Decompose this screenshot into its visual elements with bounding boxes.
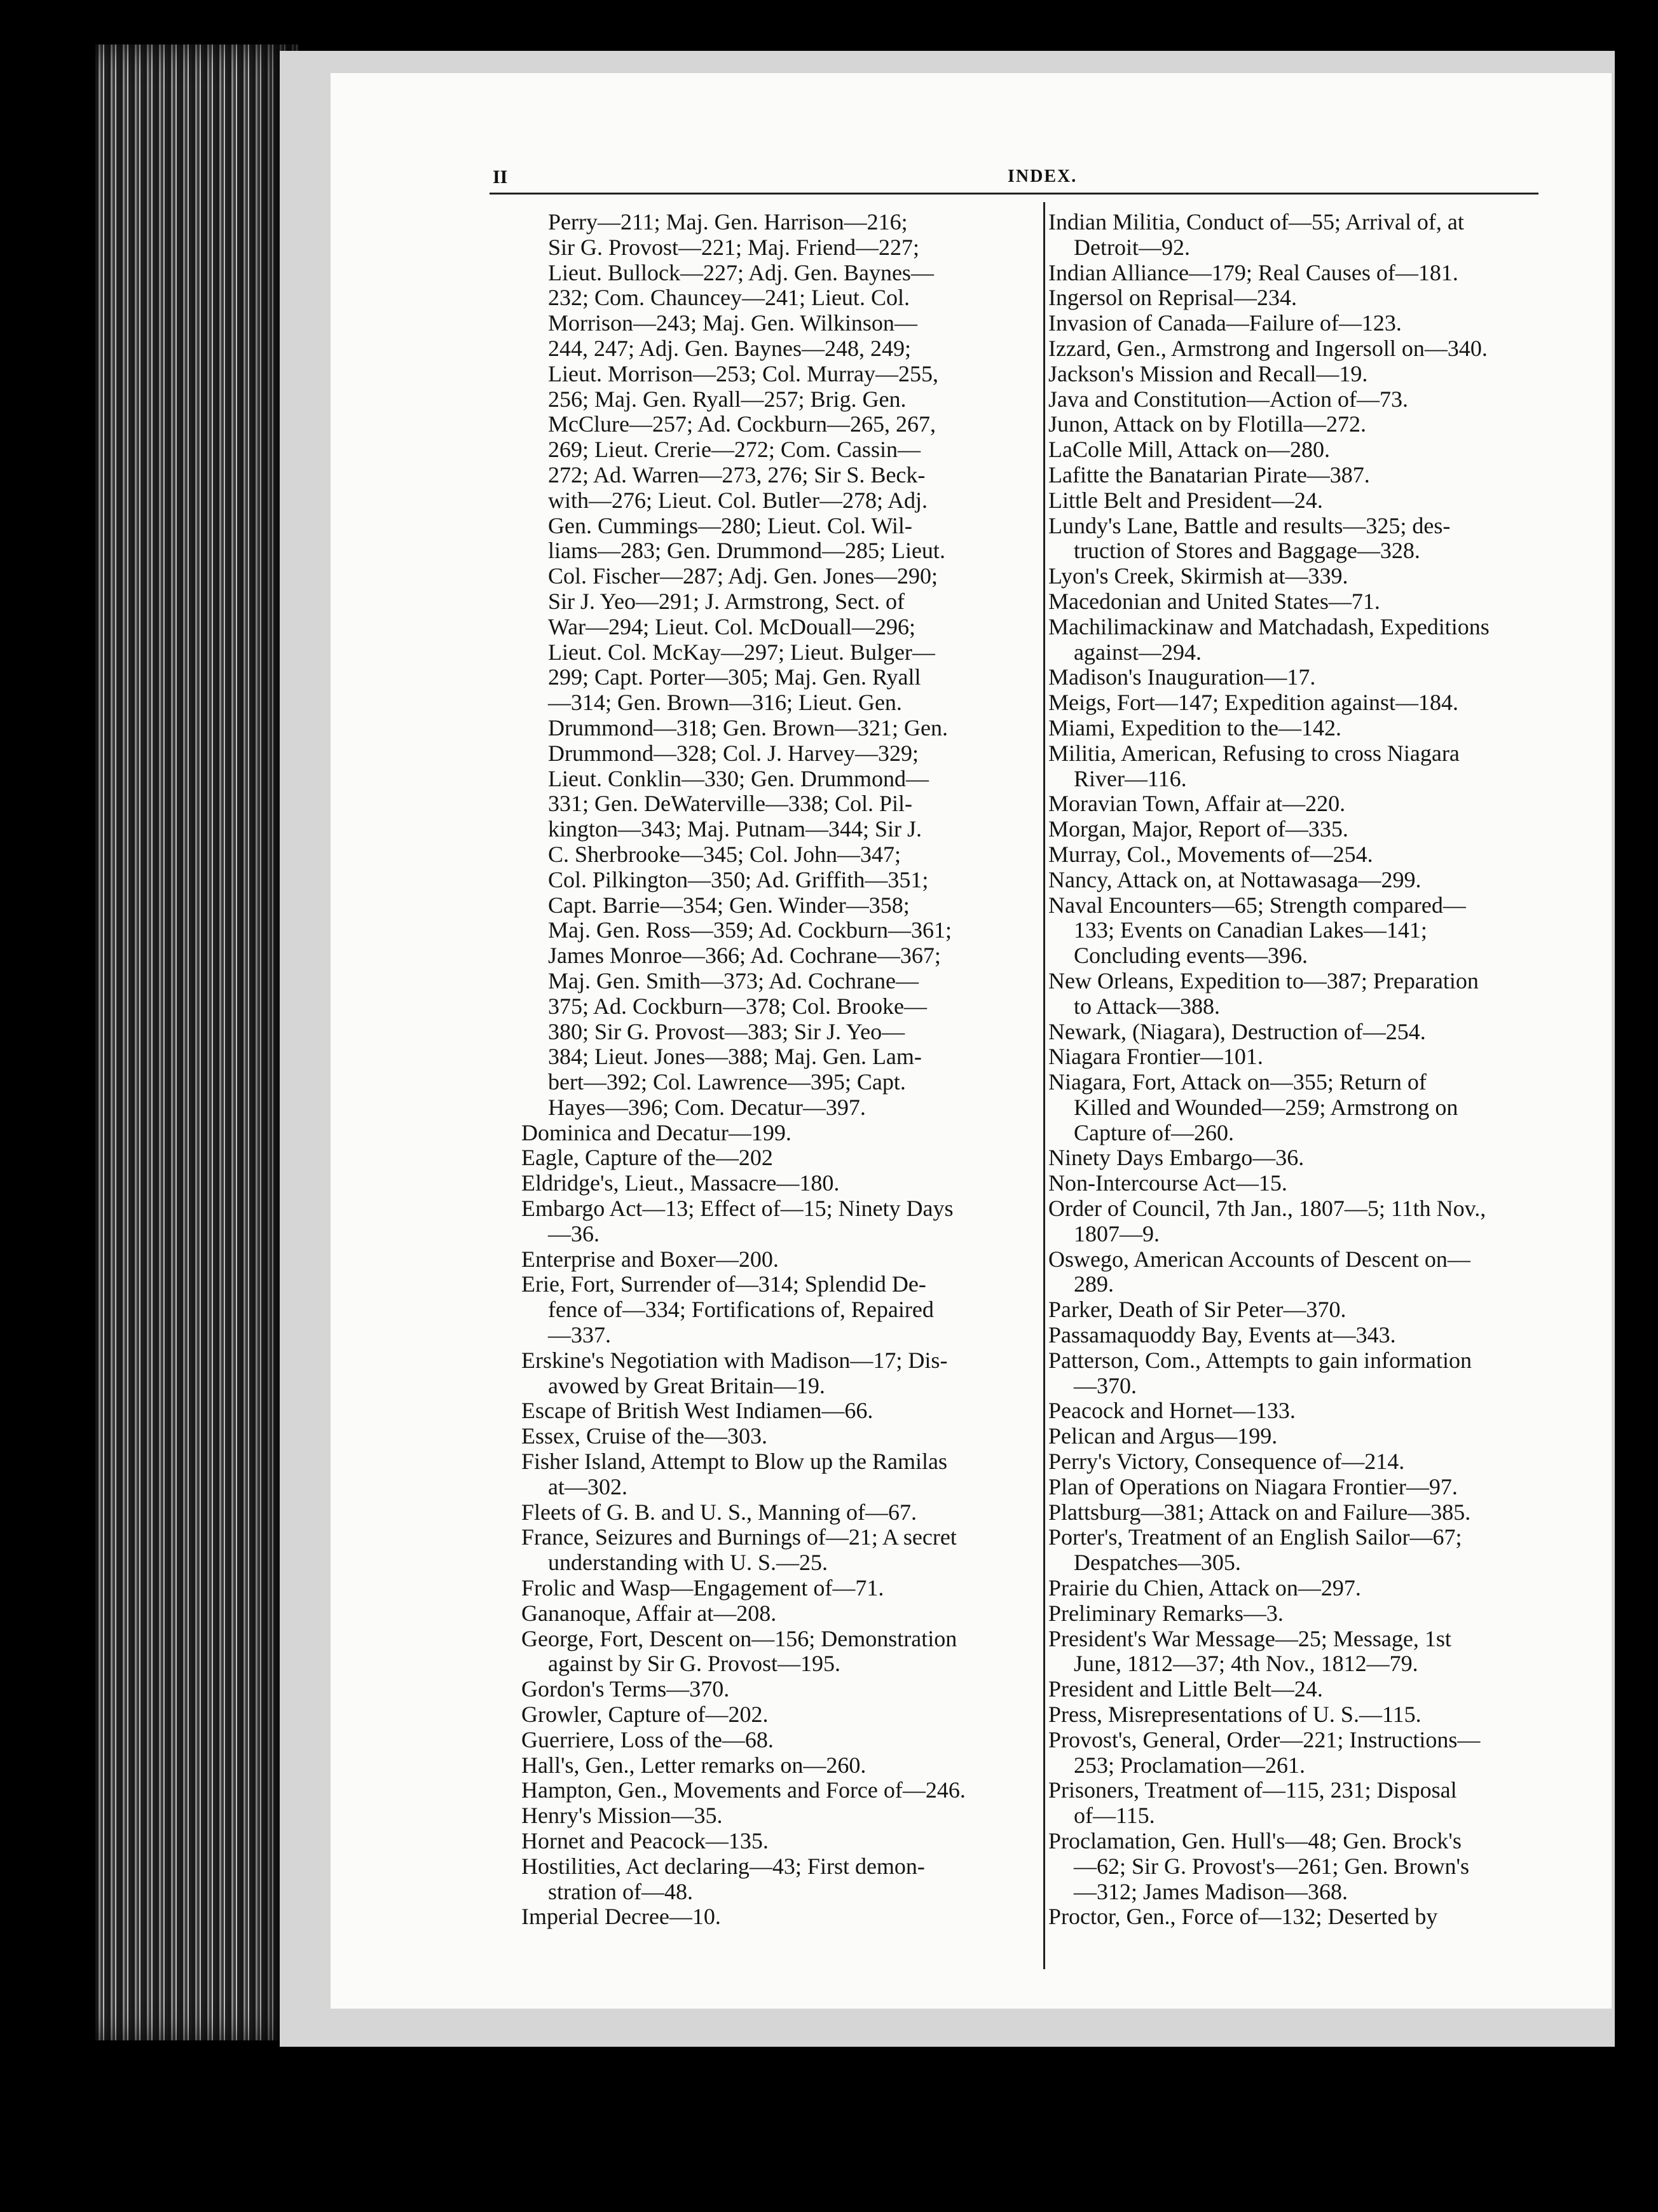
index-continuation: to Attack—388. <box>1074 993 1220 1019</box>
index-continuation: James Monroe—366; Ad. Cochrane—367; <box>548 943 941 969</box>
index-entry: Frolic and Wasp—Engagement of—71. <box>521 1575 884 1601</box>
index-continuation: C. Sherbrooke—345; Col. John—347; <box>548 841 901 867</box>
index-continuation: Hayes—396; Com. Decatur—397. <box>548 1094 866 1120</box>
index-continuation: kington—343; Maj. Putnam—344; Sir J. <box>548 816 922 842</box>
index-continuation: Lieut. Morrison—253; Col. Murray—255, <box>548 360 938 386</box>
index-entry: Enterprise and Boxer—200. <box>521 1246 779 1272</box>
index-entry: President and Little Belt—24. <box>1048 1676 1323 1702</box>
index-entry: Gananoque, Affair at—208. <box>521 1600 777 1626</box>
index-continuation: Lieut. Col. McKay—297; Lieut. Bulger— <box>548 639 935 665</box>
index-entry: Indian Militia, Conduct of—55; Arrival of, at <box>1048 209 1464 235</box>
index-entry: Niagara Frontier—101. <box>1048 1044 1263 1070</box>
index-continuation: —36. <box>548 1220 599 1246</box>
index-continuation: Col. Fischer—287; Adj. Gen. Jones—290; <box>548 563 938 589</box>
index-continuation: —312; James Madison—368. <box>1074 1878 1348 1904</box>
page-number: II <box>493 167 508 188</box>
index-continuation: bert—392; Col. Lawrence—395; Capt. <box>548 1069 906 1095</box>
index-continuation: Lieut. Conklin—330; Gen. Drummond— <box>548 765 929 791</box>
index-continuation: against—294. <box>1074 639 1202 665</box>
index-entry: Hampton, Gen., Movements and Force of—246. <box>521 1777 966 1803</box>
index-continuation: 1807—9. <box>1074 1220 1160 1246</box>
index-entry: Essex, Cruise of the—303. <box>521 1423 767 1449</box>
index-continuation: 269; Lieut. Crerie—272; Com. Cassin— <box>548 437 921 463</box>
index-entry: Henry's Mission—35. <box>521 1803 723 1829</box>
index-entry: LaColle Mill, Attack on—280. <box>1048 437 1330 463</box>
index-entry: Growler, Capture of—202. <box>521 1702 769 1728</box>
index-continuation: avowed by Great Britain—19. <box>548 1372 825 1398</box>
index-entry: Press, Misrepresentations of U. S.—115. <box>1048 1702 1422 1728</box>
index-entry: Indian Alliance—179; Real Causes of—181. <box>1048 259 1458 285</box>
index-entry: Dominica and Decatur—199. <box>521 1119 791 1145</box>
book-page-edges <box>95 44 299 2040</box>
index-entry: Proclamation, Gen. Hull's—48; Gen. Brock's <box>1048 1828 1462 1854</box>
index-entry: Proctor, Gen., Force of—132; Deserted by <box>1048 1904 1438 1930</box>
index-entry: Izzard, Gen., Armstrong and Ingersoll on—340. <box>1048 335 1488 361</box>
index-entry: Plan of Operations on Niagara Frontier—97. <box>1048 1473 1458 1499</box>
index-continuation: Capt. Barrie—354; Gen. Winder—358; <box>548 892 910 918</box>
index-entry: Miami, Expedition to the—142. <box>1048 714 1341 741</box>
index-entry: New Orleans, Expedition to—387; Preparation <box>1048 967 1479 993</box>
index-continuation: Detroit—92. <box>1074 234 1190 260</box>
index-entry: Plattsburg—381; Attack on and Failure—385. <box>1048 1499 1471 1525</box>
index-entry: France, Seizures and Burnings of—21; A secret <box>521 1524 957 1550</box>
index-entry: Militia, American, Refusing to cross Niagara <box>1048 740 1460 766</box>
index-entry: Guerriere, Loss of the—68. <box>521 1726 774 1752</box>
index-entry: Fisher Island, Attempt to Blow up the Ramilas <box>521 1449 947 1475</box>
index-entry: Prisoners, Treatment of—115, 231; Disposal <box>1048 1777 1457 1803</box>
index-continuation: Perry—211; Maj. Gen. Harrison—216; <box>548 209 908 235</box>
index-continuation: —337. <box>548 1322 611 1348</box>
index-continuation: —370. <box>1074 1372 1137 1398</box>
index-entry: Hall's, Gen., Letter remarks on—260. <box>521 1752 867 1778</box>
index-continuation: against by Sir G. Provost—195. <box>548 1651 841 1677</box>
index-continuation: Maj. Gen. Ross—359; Ad. Cockburn—361; <box>548 917 952 943</box>
index-continuation: Sir J. Yeo—291; J. Armstrong, Sect. of <box>548 588 905 614</box>
index-entry: Little Belt and President—24. <box>1048 487 1323 513</box>
index-entry: Naval Encounters—65; Strength compared— <box>1048 892 1466 918</box>
index-entry: Prairie du Chien, Attack on—297. <box>1048 1575 1361 1601</box>
index-entry: Preliminary Remarks—3. <box>1048 1600 1284 1626</box>
index-continuation: 380; Sir G. Provost—383; Sir J. Yeo— <box>548 1018 905 1044</box>
index-continuation: 133; Events on Canadian Lakes—141; <box>1074 917 1427 943</box>
index-entry: Provost's, General, Order—221; Instructions— <box>1048 1726 1481 1752</box>
index-continuation: 299; Capt. Porter—305; Maj. Gen. Ryall <box>548 664 921 690</box>
index-continuation: 375; Ad. Cockburn—378; Col. Brooke— <box>548 993 927 1019</box>
index-entry: Jackson's Mission and Recall—19. <box>1048 360 1368 386</box>
index-continuation: Col. Pilkington—350; Ad. Griffith—351; <box>548 866 929 892</box>
index-entry: Meigs, Fort—147; Expedition against—184. <box>1048 690 1458 716</box>
index-entry: Nancy, Attack on, at Nottawasaga—299. <box>1048 866 1422 892</box>
index-entry: Hornet and Peacock—135. <box>521 1828 769 1854</box>
index-continuation: truction of Stores and Baggage—328. <box>1074 538 1420 564</box>
index-entry: Porter's, Treatment of an English Sailor—67; <box>1048 1524 1462 1550</box>
index-entry: Hostilities, Act declaring—43; First demon- <box>521 1853 925 1879</box>
index-continuation: June, 1812—37; 4th Nov., 1812—79. <box>1074 1651 1418 1677</box>
index-continuation: 331; Gen. DeWaterville—338; Col. Pil- <box>548 791 913 817</box>
index-entry: Erskine's Negotiation with Madison—17; Dis- <box>521 1347 948 1373</box>
index-entry: Fleets of G. B. and U. S., Manning of—67. <box>521 1499 917 1525</box>
index-continuation: Drummond—318; Gen. Brown—321; Gen. <box>548 714 948 741</box>
index-entry: Pelican and Argus—199. <box>1048 1423 1278 1449</box>
index-continuation: Concluding events—396. <box>1074 943 1308 969</box>
index-entry: Ninety Days Embargo—36. <box>1048 1145 1305 1171</box>
index-continuation: Capture of—260. <box>1074 1119 1234 1145</box>
index-continuation: Lieut. Bullock—227; Adj. Gen. Baynes— <box>548 259 934 285</box>
index-entry: Machilimackinaw and Matchadash, Expeditions <box>1048 613 1490 639</box>
header-rule <box>490 193 1538 195</box>
index-entry: Parker, Death of Sir Peter—370. <box>1048 1297 1346 1323</box>
index-entry: Escape of British West Indiamen—66. <box>521 1398 874 1424</box>
index-continuation: Drummond—328; Col. J. Harvey—329; <box>548 740 919 766</box>
index-continuation: liams—283; Gen. Drummond—285; Lieut. <box>548 538 945 564</box>
index-column-right <box>1027 210 1554 1930</box>
index-entry: Murray, Col., Movements of—254. <box>1048 841 1373 867</box>
index-continuation: understanding with U. S.—25. <box>548 1550 828 1576</box>
index-entry: Oswego, American Accounts of Descent on— <box>1048 1246 1470 1272</box>
index-continuation: —62; Sir G. Provost's—261; Gen. Brown's <box>1074 1853 1470 1879</box>
index-entry: President's War Message—25; Message, 1st <box>1048 1625 1451 1651</box>
index-continuation: —314; Gen. Brown—316; Lieut. Gen. <box>548 690 902 716</box>
index-continuation: River—116. <box>1074 765 1187 791</box>
index-entry: Embargo Act—13; Effect of—15; Ninety Days <box>521 1196 954 1222</box>
index-entry: Imperial Decree—10. <box>521 1904 721 1930</box>
index-continuation: 244, 247; Adj. Gen. Baynes—248, 249; <box>548 335 911 361</box>
index-entry: Gordon's Terms—370. <box>521 1676 730 1702</box>
index-entry: Niagara, Fort, Attack on—355; Return of <box>1048 1069 1427 1095</box>
index-entry: Invasion of Canada—Failure of—123. <box>1048 310 1402 336</box>
index-column-left <box>521 210 1038 1930</box>
index-continuation: Sir G. Provost—221; Maj. Friend—227; <box>548 234 920 260</box>
index-entry: Peacock and Hornet—133. <box>1048 1398 1296 1424</box>
index-continuation: 253; Proclamation—261. <box>1074 1752 1305 1778</box>
index-entry: Passamaquoddy Bay, Events at—343. <box>1048 1322 1396 1348</box>
index-continuation: 256; Maj. Gen. Ryall—257; Brig. Gen. <box>548 386 907 412</box>
index-entry: Eagle, Capture of the—202 <box>521 1145 773 1171</box>
index-entry: Erie, Fort, Surrender of—314; Splendid De- <box>521 1271 926 1297</box>
index-continuation: 289. <box>1074 1271 1114 1297</box>
index-entry: George, Fort, Descent on—156; Demonstration <box>521 1625 957 1651</box>
index-continuation: 232; Com. Chauncey—241; Lieut. Col. <box>548 285 910 311</box>
index-entry: Non-Intercourse Act—15. <box>1048 1170 1287 1196</box>
index-entry: Madison's Inauguration—17. <box>1048 664 1316 690</box>
index-entry: Lundy's Lane, Battle and results—325; des- <box>1048 512 1451 538</box>
index-continuation: McClure—257; Ad. Cockburn—265, 267, <box>548 411 936 437</box>
index-continuation: at—302. <box>548 1473 627 1499</box>
index-continuation: stration of—48. <box>548 1878 693 1904</box>
index-entry: Java and Constitution—Action of—73. <box>1048 386 1408 412</box>
index-continuation: 272; Ad. Warren—273, 276; Sir S. Beck- <box>548 461 926 488</box>
index-continuation: Maj. Gen. Smith—373; Ad. Cochrane— <box>548 967 919 993</box>
index-entry: Eldridge's, Lieut., Massacre—180. <box>521 1170 840 1196</box>
index-continuation: fence of—334; Fortifications of, Repaired <box>548 1297 934 1323</box>
index-entry: Junon, Attack on by Flotilla—272. <box>1048 411 1366 437</box>
index-continuation: 384; Lieut. Jones—388; Maj. Gen. Lam- <box>548 1044 922 1070</box>
running-head: INDEX. <box>1008 167 1078 186</box>
index-entry: Perry's Victory, Consequence of—214. <box>1048 1449 1405 1475</box>
index-continuation: Gen. Cummings—280; Lieut. Col. Wil- <box>548 512 912 538</box>
index-entry: Patterson, Com., Attempts to gain information <box>1048 1347 1472 1373</box>
index-entry: Lafitte the Banatarian Pirate—387. <box>1048 461 1370 488</box>
index-entry: Macedonian and United States—71. <box>1048 588 1380 614</box>
index-entry: Newark, (Niagara), Destruction of—254. <box>1048 1018 1426 1044</box>
index-continuation: Morrison—243; Maj. Gen. Wilkinson— <box>548 310 917 336</box>
index-continuation: Killed and Wounded—259; Armstrong on <box>1074 1094 1458 1120</box>
index-continuation: War—294; Lieut. Col. McDouall—296; <box>548 613 916 639</box>
index-entry: Ingersol on Reprisal—234. <box>1048 285 1297 311</box>
index-entry: Order of Council, 7th Jan., 1807—5; 11th Nov., <box>1048 1196 1486 1222</box>
index-continuation: Despatches—305. <box>1074 1550 1241 1576</box>
index-entry: Moravian Town, Affair at—220. <box>1048 791 1346 817</box>
index-continuation: with—276; Lieut. Col. Butler—278; Adj. <box>548 487 928 513</box>
index-continuation: of—115. <box>1074 1803 1155 1829</box>
index-entry: Lyon's Creek, Skirmish at—339. <box>1048 563 1348 589</box>
index-entry: Morgan, Major, Report of—335. <box>1048 816 1348 842</box>
